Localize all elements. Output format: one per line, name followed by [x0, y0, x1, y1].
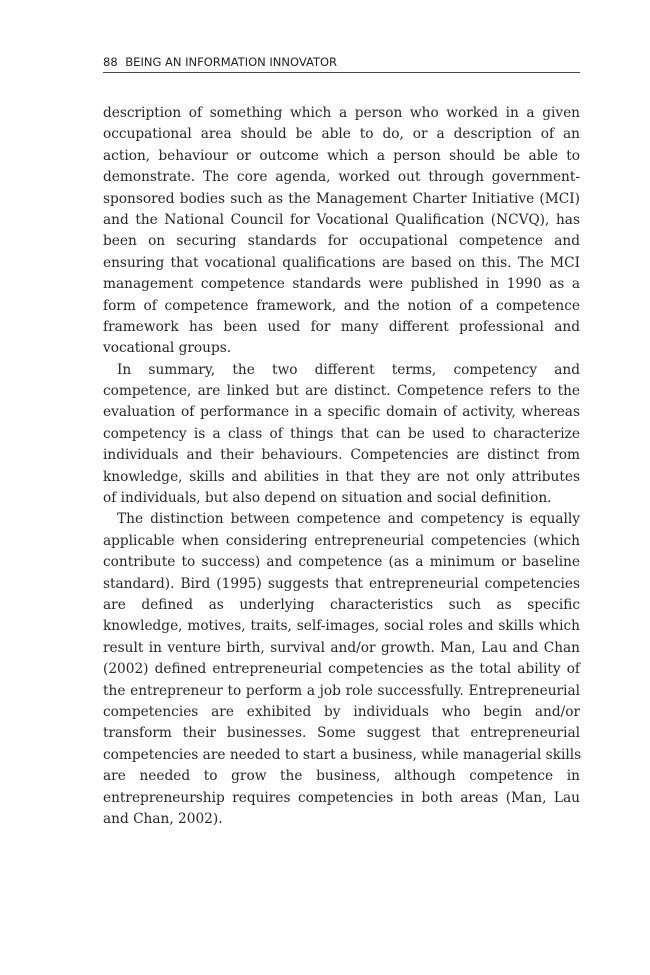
text-line: transform their businesses. Some suggest that entrepreneurial — [103, 725, 580, 742]
text-line: result in venture birth, survival and/or growth. Man, Lau and Chan — [103, 639, 580, 656]
text-line: been on securing standards for occupational competence and — [103, 233, 580, 250]
text-line: ensuring that vocational qualifications are based on this. The MCI — [103, 254, 580, 271]
text-line: In summary, the two different terms, competency and — [117, 361, 580, 378]
text-line: are needed to grow the business, although competence in — [103, 768, 580, 785]
text-line: occupational area should be able to do, or a description of an — [103, 126, 580, 143]
text-line: action, behaviour or outcome which a person should be able to — [103, 147, 580, 164]
text-line: framework has been used for many different professional and — [103, 318, 580, 335]
text-line: description of something which a person who worked in a given — [103, 105, 580, 121]
paragraph — [103, 509, 580, 830]
text-line: management competence standards were published in 1990 as a — [103, 276, 580, 293]
text-line: and the National Council for Vocational Qualification (NCVQ), has — [103, 211, 580, 228]
text-line: are defined as underlying characteristics such as specific — [103, 596, 580, 613]
text-line: competence, are linked but are distinct. Competence refers to the — [103, 383, 580, 400]
text-line: entrepreneurship requires competencies in both areas (Man, Lau — [103, 789, 580, 806]
text-line: and Chan, 2002). — [103, 810, 223, 827]
text-line: sponsored bodies such as the Management Charter Initiative (MCI) — [103, 190, 580, 207]
running-header — [103, 55, 580, 73]
text-line: of individuals, but also depend on situation and social definition. — [103, 490, 552, 507]
page-number: 88 — [103, 55, 118, 69]
paragraph — [103, 103, 580, 360]
text-line: evaluation of performance in a specific domain of activity, whereas — [103, 404, 580, 421]
text-line: competencies are exhibited by individuals who begin and/or — [103, 703, 580, 720]
text-line: individuals and their behaviours. Competencies are distinct from — [103, 447, 580, 464]
running-title: BEING AN INFORMATION INNOVATOR — [125, 55, 338, 69]
text-line: (2002) defined entrepreneurial competencies as the total ability of — [103, 661, 580, 678]
text-line: vocational groups. — [103, 340, 232, 357]
body-text — [103, 103, 580, 830]
text-line: The distinction between competence and competency is equally — [117, 511, 580, 528]
paragraph — [103, 360, 580, 510]
text-line: demonstrate. The core agenda, worked out through government- — [103, 169, 580, 186]
text-line: knowledge, skills and abilities in that they are not only attributes — [103, 468, 580, 485]
text-line: knowledge, motives, traits, self-images, social roles and skills which — [103, 618, 580, 635]
text-line: contribute to success) and competence (as a minimum or baseline — [103, 554, 580, 571]
text-line: standard). Bird (1995) suggests that entrepreneurial competencies — [103, 575, 580, 592]
text-line: applicable when considering entrepreneurial competencies (which — [103, 532, 580, 549]
text-line: form of competence framework, and the notion of a competence — [103, 297, 580, 314]
text-line: competency is a class of things that can be used to characterize — [103, 425, 580, 442]
text-line: competencies are needed to start a business, while managerial skills — [103, 746, 582, 763]
text-line: the entrepreneur to perform a job role successfully. Entrepreneurial — [103, 682, 580, 699]
